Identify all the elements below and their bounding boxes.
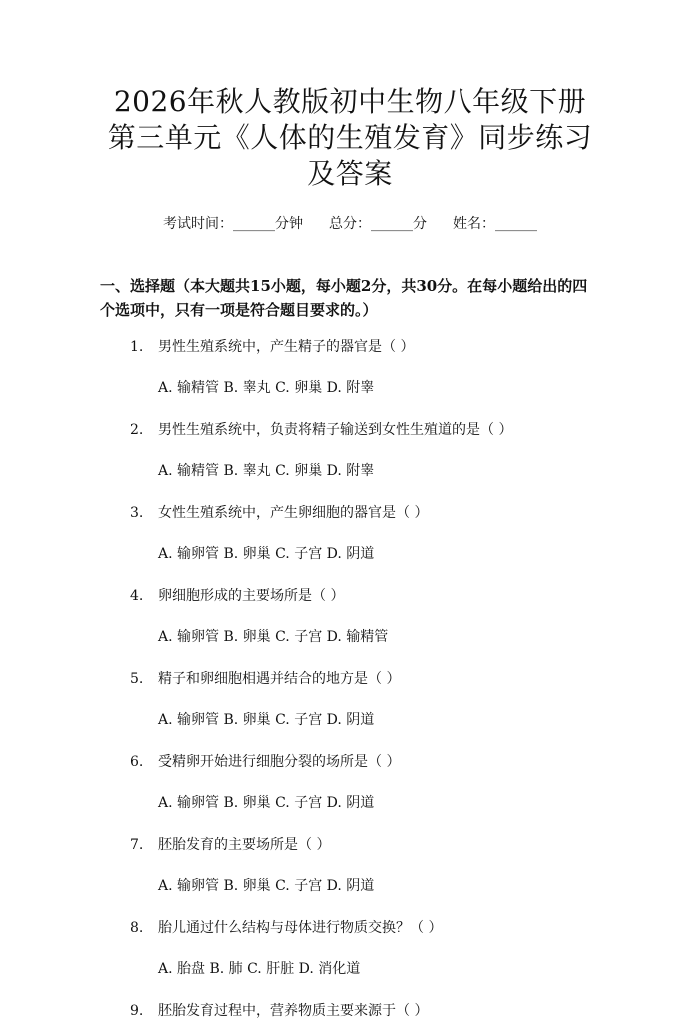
question-item [100, 585, 600, 648]
question-stem [100, 751, 600, 773]
question-stem [100, 502, 600, 524]
question-stem [100, 336, 600, 358]
question-options: A. 输卵管 B. 卵巢 C. 子宫 D. 阴道 [158, 712, 375, 728]
question-item [100, 668, 600, 731]
question-text: 精子和卵细胞相遇并结合的地方是（ ） [158, 671, 401, 687]
question-item [100, 336, 600, 399]
question-number: 3. [130, 505, 144, 521]
question-number: 4. [130, 588, 144, 604]
question-item [100, 419, 600, 482]
question-number: 5. [130, 671, 144, 687]
question-item [100, 834, 600, 897]
question-list [100, 336, 600, 1022]
question-item [100, 1000, 600, 1022]
name-field: 姓名：______ [453, 216, 537, 232]
question-number: 2. [130, 422, 144, 438]
question-stem [100, 585, 600, 607]
question-options: A. 输精管 B. 睾丸 C. 卵巢 D. 附睾 [158, 380, 375, 396]
question-stem [100, 834, 600, 856]
question-number: 1. [130, 339, 144, 355]
question-text: 女性生殖系统中，产生卵细胞的器官是（ ） [158, 505, 429, 521]
question-stem [100, 917, 600, 939]
question-text: 胚胎发育过程中，营养物质主要来源于（ ） [158, 1003, 429, 1019]
question-stem [100, 668, 600, 690]
question-item [100, 917, 600, 980]
question-options: A. 输卵管 B. 卵巢 C. 子宫 D. 阴道 [158, 546, 375, 562]
question-text: 卵细胞形成的主要场所是（ ） [158, 588, 345, 604]
total-score-field: 总分：______分 [329, 216, 427, 232]
question-options: A. 胎盘 B. 肺 C. 肝脏 D. 消化道 [158, 961, 361, 977]
question-number: 7. [130, 837, 144, 853]
question-text: 男性生殖系统中，产生精子的器官是（ ） [158, 339, 415, 355]
question-item [100, 751, 600, 814]
question-item [100, 502, 600, 565]
question-stem [100, 1000, 600, 1022]
question-options: A. 输卵管 B. 卵巢 C. 子宫 D. 输精管 [158, 629, 389, 645]
exam-time-field: 考试时间：______分钟 [163, 216, 303, 232]
question-number: 9. [130, 1003, 144, 1019]
question-number: 6. [130, 754, 144, 770]
question-number: 8. [130, 920, 144, 936]
question-text: 胎儿通过什么结构与母体进行物质交换？（ ） [158, 920, 443, 936]
question-text: 男性生殖系统中，负责将精子输送到女性生殖道的是（ ） [158, 422, 513, 438]
section-heading: 一、选择题（本大题共15小题，每小题2分，共30分。在每小题给出的四个选项中，只有一项是符合题目要求的。） [100, 277, 588, 319]
question-text: 胚胎发育的主要场所是（ ） [158, 837, 331, 853]
question-text: 受精卵开始进行细胞分裂的场所是（ ） [158, 754, 401, 770]
question-options: A. 输卵管 B. 卵巢 C. 子宫 D. 阴道 [158, 878, 375, 894]
question-options: A. 输精管 B. 睾丸 C. 卵巢 D. 附睾 [158, 463, 375, 479]
question-stem [100, 419, 600, 441]
exam-meta [100, 214, 600, 234]
document-title: 2026年秋人教版初中生物八年级下册第三单元《人体的生殖发育》同步练习及答案 [107, 85, 593, 190]
question-options: A. 输卵管 B. 卵巢 C. 子宫 D. 阴道 [158, 795, 375, 811]
